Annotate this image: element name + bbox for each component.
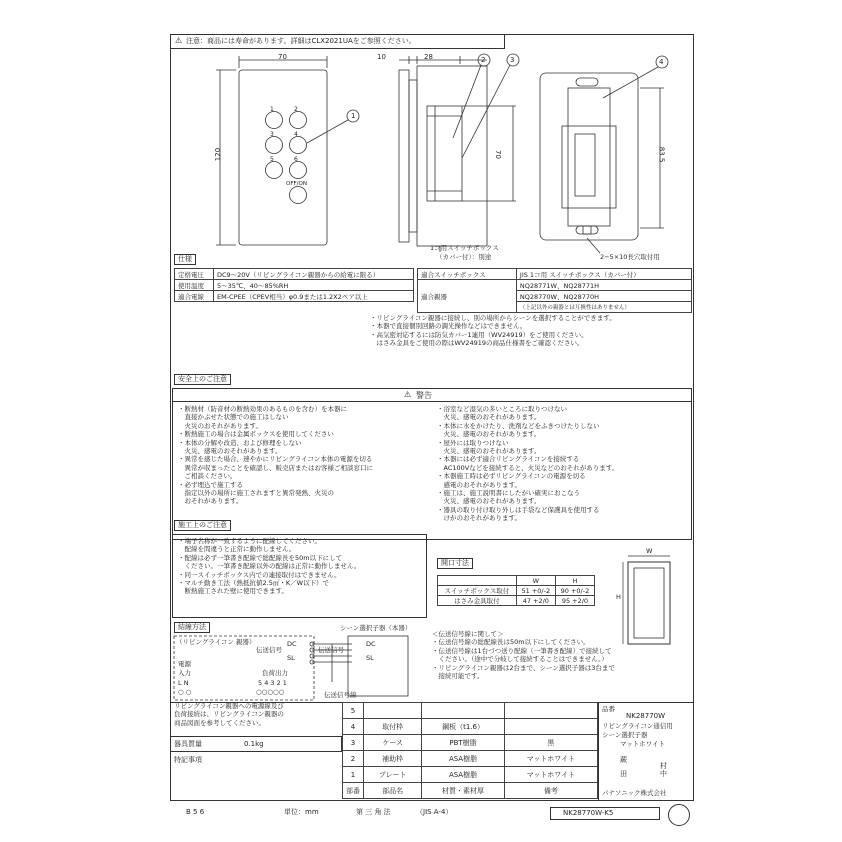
warning-label: 警告 bbox=[416, 391, 432, 400]
side-dim-c: 70 bbox=[493, 150, 502, 159]
safety-item: 火災、感電のおそれがあります。 bbox=[437, 497, 541, 506]
spec-note: ・高気密対応するには防気カバー1連用（WV24919）をご使用ください。 bbox=[370, 330, 588, 339]
construction-item: ください。一筆書き配線以外の配線は正常に動作しません。 bbox=[178, 562, 361, 571]
opening-table bbox=[437, 575, 595, 606]
safety-item: けがのおそれがあります。 bbox=[437, 514, 521, 523]
part-material bbox=[422, 703, 504, 719]
product-number: NK28770W bbox=[626, 712, 666, 720]
product-draw: 田 bbox=[620, 770, 627, 778]
opening-cell: 95 +2/0 bbox=[555, 596, 594, 606]
product-label: 品番 bbox=[602, 705, 615, 713]
wiring-note: ・リビングライコン親器は2台まで、シーン選択子器は3台まで bbox=[432, 663, 615, 672]
product-approve: 蕨 bbox=[620, 756, 627, 764]
spec-notes bbox=[370, 314, 616, 348]
safety-item: ・浴室など湿気の多いところに取りつけない bbox=[437, 405, 567, 413]
part-no: 3 bbox=[343, 735, 364, 751]
switch-box-label: 1コ用スイッチボックス bbox=[430, 244, 499, 252]
wiring-input: 入力 bbox=[178, 669, 191, 677]
safety-item: ・異常を感じた場合、速やかにリビングライコン本体の電源を切る bbox=[178, 455, 373, 464]
safety-title: 安全上のご注意 bbox=[174, 374, 231, 385]
button-label-1: 1 bbox=[270, 106, 274, 113]
safety-item: ・必ず埋込で施工する bbox=[178, 480, 243, 489]
wiring-signal-label: 伝送信号 bbox=[256, 646, 282, 654]
part-name bbox=[364, 703, 422, 719]
wiring-ln: L N bbox=[178, 679, 189, 687]
wiring-note: ・伝送信号線の総配線長は50m以下にしてください。 bbox=[432, 638, 590, 647]
part-note: マットホワイト bbox=[504, 767, 597, 783]
button-label-2: 2 bbox=[294, 106, 298, 113]
safety-item: ・施工は、施工説明書にしたがい確実におこなう bbox=[437, 489, 580, 498]
parts-header: 材質・素材厚 bbox=[422, 783, 504, 799]
safety-item: 感電のおそれがあります。 bbox=[437, 480, 521, 489]
wiring-sl: SL bbox=[287, 654, 295, 662]
safety-item: 直接かぶせた状態での施工はしない bbox=[178, 413, 289, 422]
spec-key: 使用温度 bbox=[175, 280, 214, 291]
safety-item: おそれがあります。 bbox=[178, 497, 243, 506]
compat-master-line: NQ28771W、NQ28771H bbox=[516, 280, 691, 291]
opening-title: 開口寸法 bbox=[437, 558, 473, 569]
opening-header: H bbox=[555, 576, 594, 586]
parts-table bbox=[342, 702, 598, 799]
opening-cell: はさみ金具取付 bbox=[438, 596, 517, 606]
wiring-master-label: （リビングライコン 親器） bbox=[176, 638, 256, 646]
part-name: ケース bbox=[364, 735, 422, 751]
spec-value: 5〜35℃、40〜85%RH bbox=[213, 280, 413, 291]
bottom-note-line: 負荷接続は、リビングライコン親器の bbox=[174, 710, 284, 719]
button-label-4: 4 bbox=[294, 131, 298, 138]
safety-item: 指定以外の場所に施工されますと異常発熱、火災の bbox=[178, 489, 334, 498]
stamp-circle bbox=[668, 804, 690, 826]
wiring-dc-2: DC bbox=[366, 640, 376, 648]
wiring-notes-title: ＜伝送信号線に関して＞ bbox=[432, 630, 504, 638]
button-label-6: 6 bbox=[294, 156, 298, 163]
wiring-power: 電源 bbox=[178, 660, 191, 668]
specs-table bbox=[174, 268, 414, 302]
compat-master-line: NQ28770W、NQ28770H bbox=[516, 291, 691, 302]
safety-item: 火災、感電のおそれがあります。 bbox=[437, 447, 541, 456]
opening-cell: 90 +0/-2 bbox=[555, 586, 594, 596]
product-desc-2: シーン選択子器 bbox=[602, 731, 648, 739]
footer-unit: 単位：mm bbox=[284, 808, 319, 816]
wiring-dc: DC bbox=[287, 640, 297, 648]
product-desc-1: リビングライコン通信用 bbox=[602, 722, 673, 730]
safety-item: ・屋外には取りつけない bbox=[437, 438, 509, 447]
wiring-note: ・伝送信号線は1台づつ送り配線（一筆書き配線）で接続して bbox=[432, 646, 612, 655]
parts-header: 備考 bbox=[504, 783, 597, 799]
callout-4: 4 bbox=[659, 58, 664, 66]
construction-item: ・端子名称が一致するように配線してください。 bbox=[178, 537, 321, 545]
callout-3: 3 bbox=[510, 56, 515, 64]
mass-value: 0.1kg bbox=[244, 740, 264, 748]
wiring-transmission: 伝送信号線 bbox=[324, 691, 357, 699]
drawing-number: NK28770W-K5 bbox=[563, 809, 614, 817]
part-note bbox=[504, 703, 597, 719]
safety-item: 異常が収まったことを確認し、販売店またはお客様ご相談窓口に bbox=[178, 463, 373, 472]
notice-text: 注意：商品には寿命があります。詳細はCLX2021UAをご参照ください。 bbox=[186, 37, 416, 45]
safety-item: 火災、感電のおそれがあります。 bbox=[437, 430, 541, 439]
wiring-note: ください。（途中で分岐して接続することはできません。） bbox=[432, 655, 608, 664]
product-check: 村 bbox=[660, 762, 667, 770]
construction-item: ・配線は必ず一筆書き配線で総配線長を50m以下にして bbox=[178, 553, 343, 562]
part-note bbox=[504, 719, 597, 735]
construction-item: ・マルチ動き工法（熱抵抗値2.5㎡・K／W以下）で bbox=[178, 579, 330, 588]
button-label-5: 5 bbox=[270, 156, 274, 163]
part-no: 2 bbox=[343, 751, 364, 767]
product-draw2: 中 bbox=[660, 770, 667, 778]
wiring-scene-label: シーン選択子器（本器） bbox=[340, 624, 412, 632]
button-label-off-on: OFF/ON bbox=[286, 181, 307, 187]
safety-item: ・断熱施工の場合は金属ボックスを使用してください bbox=[178, 430, 334, 439]
wiring-title: 結線方法 bbox=[174, 622, 210, 633]
wiring-terminals: 5 4 3 2 1 bbox=[258, 679, 287, 687]
part-no: 4 bbox=[343, 719, 364, 735]
construction-title: 施工上のご注意 bbox=[174, 520, 231, 531]
safety-item: 火災、感電のおそれがあります。 bbox=[178, 447, 282, 456]
technical-drawing bbox=[170, 48, 694, 264]
opening-header bbox=[438, 576, 517, 586]
wiring-note: 接続可能です。 bbox=[432, 672, 484, 681]
compat-table bbox=[417, 268, 692, 313]
button-label-3: 3 bbox=[270, 131, 274, 138]
rear-height-dim: 83.5 bbox=[657, 146, 666, 163]
special-label: 特記事項 bbox=[174, 756, 202, 764]
safety-item: ・本体に水をかけたり、洗剤などをふきつけたりしない bbox=[437, 421, 600, 430]
construction-item: 配線を間違うと正常に動作しません。 bbox=[178, 545, 296, 554]
part-no: 5 bbox=[343, 703, 364, 719]
warning-icon: ⚠ bbox=[404, 390, 412, 399]
footer-size: B 5 6 bbox=[186, 808, 205, 816]
safety-item: ・器具の取り付け取り外しは手袋など保護具を使用する bbox=[437, 505, 600, 514]
part-no: 1 bbox=[343, 767, 364, 783]
construction-items bbox=[178, 537, 360, 596]
construction-item: 断熱施工された壁に使用できます。 bbox=[178, 587, 288, 596]
parts-header: 部品名 bbox=[364, 783, 422, 799]
compat-box-value: JIS 1コ用 スイッチボックス（カバー付） bbox=[516, 269, 691, 280]
footer-projection: 第 三 角 法 bbox=[356, 808, 391, 816]
safety-item: 火災、感電のおそれがあります。 bbox=[437, 413, 541, 422]
part-name: 取付枠 bbox=[364, 719, 422, 735]
wiring-signal-label-2: 伝送信号 bbox=[318, 646, 344, 654]
safety-item: ・断熱材（防音材の断熱効果のあるものを含む）を本器に bbox=[178, 405, 347, 413]
wiring-terminal-circles: ○○○○○ bbox=[256, 688, 285, 696]
safety-left bbox=[178, 405, 373, 506]
warning-header bbox=[172, 388, 692, 402]
safety-item: AC100Vなどを接続すると、火災などのおそれがあります。 bbox=[437, 463, 619, 472]
product-desc-3: マットホワイト bbox=[620, 740, 666, 748]
parts-header: 部番 bbox=[343, 783, 364, 799]
opening-cell: 51 +0/-2 bbox=[516, 586, 555, 596]
wiring-terminal-circles-ln: ○ ○ bbox=[178, 688, 192, 696]
footer-jis: （JIS A-4） bbox=[416, 808, 453, 816]
wiring-sl-2: SL bbox=[366, 654, 374, 662]
callout-2: 2 bbox=[481, 56, 486, 64]
part-material: 鋼板（t1.6） bbox=[422, 719, 504, 735]
safety-item: ご相談ください。 bbox=[178, 472, 237, 481]
compat-master-line: （上記以外の親器とは互換性はありません） bbox=[516, 302, 691, 313]
construction-item: ・同一スイッチボックス内での連接取付はできません。 bbox=[178, 570, 341, 579]
safety-item: ・本器施工時は必ずリビングライコンの電源を切る bbox=[437, 472, 586, 481]
safety-item: ・本器には必ず適合リビングライコンを接続する bbox=[437, 455, 580, 464]
safety-item: ・本体の分解や改造、および修理をしない bbox=[178, 438, 302, 447]
spec-note: はさみ金具をご使用の際はWV24919の商品仕様書をご確認ください。 bbox=[370, 339, 584, 348]
compat-box-key: 適合スイッチボックス bbox=[418, 269, 517, 280]
front-height-dim: 120 bbox=[214, 147, 223, 162]
part-material: PBT樹脂 bbox=[422, 735, 504, 751]
safety-item: 火災のおそれがあります。 bbox=[178, 421, 262, 430]
opening-cell: 47 +2/0 bbox=[516, 596, 555, 606]
specs-title: 仕様 bbox=[174, 254, 196, 265]
wiring-notes bbox=[432, 630, 615, 680]
front-width-dim: 70 bbox=[278, 53, 287, 61]
part-material: ASA樹脂 bbox=[422, 767, 504, 783]
bottom-note bbox=[174, 702, 284, 727]
part-material: ASA樹脂 bbox=[422, 751, 504, 767]
spec-key: 定格電圧 bbox=[175, 269, 214, 280]
part-note: 黒 bbox=[504, 735, 597, 751]
hole-label: 2−5×10長穴取付用 bbox=[600, 253, 660, 261]
spec-key: 適合電線 bbox=[175, 291, 214, 302]
opening-h-label: H bbox=[616, 593, 621, 601]
warning-triangle-icon: ⚠ bbox=[175, 36, 183, 45]
spec-note: ・リビングライコン親器に接続し、別の場所からシーンを選択することができます。 bbox=[370, 314, 616, 322]
part-name: 補助枠 bbox=[364, 751, 422, 767]
mass-label: 器具質量 bbox=[174, 740, 202, 748]
safety-right bbox=[437, 405, 618, 523]
compat-master-key: 適合親器 bbox=[418, 280, 517, 313]
wiring-load-output: 負荷出力 bbox=[262, 669, 288, 677]
opening-w-label: W bbox=[646, 547, 653, 555]
opening-diagram bbox=[620, 548, 680, 648]
company-name: パナソニック株式会社 bbox=[602, 789, 667, 797]
switch-box-sub: （カバー付）：別途 bbox=[436, 253, 492, 261]
spec-value: EM-CPEE（CPEV相当）φ0.9または1.2X2ペア以上 bbox=[213, 291, 413, 302]
spec-note: ・本器で直接個別回路の調光操作などはできません。 bbox=[370, 322, 527, 331]
side-dim-a: 10 bbox=[377, 53, 386, 61]
part-name: プレート bbox=[364, 767, 422, 783]
callout-1: 1 bbox=[351, 112, 356, 120]
bottom-note-line: リビングライコン親器への電源線及び bbox=[174, 702, 284, 710]
spec-value: DC9〜20V（リビングライコン親器からの給電に限る） bbox=[213, 269, 413, 280]
part-note: マットホワイト bbox=[504, 751, 597, 767]
bottom-note-line: 商品図面を参考してください。 bbox=[174, 718, 265, 727]
opening-header: W bbox=[516, 576, 555, 586]
opening-cell: スイッチボックス取付 bbox=[438, 586, 517, 596]
side-dim-b: 28 bbox=[424, 53, 433, 61]
